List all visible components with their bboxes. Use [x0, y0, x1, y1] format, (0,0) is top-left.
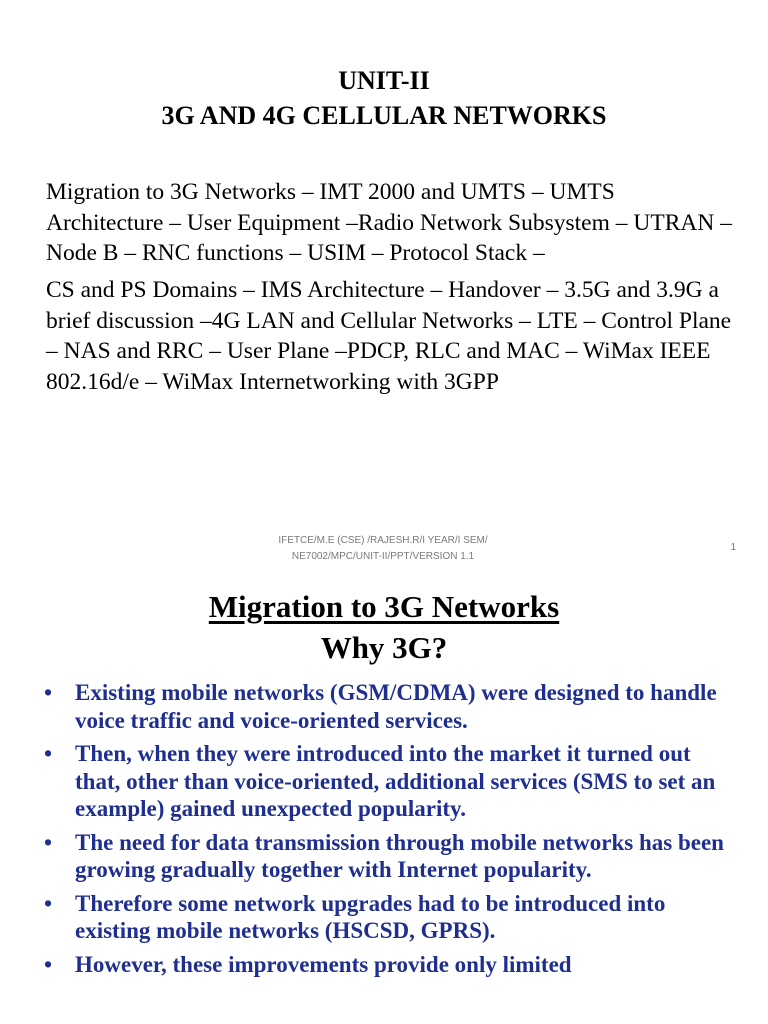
bullet-text: Therefore some network upgrades had to be introduced into existing mobile networks (HSCSD, GPRS). — [75, 890, 666, 943]
slide-2-subtitle: Why 3G? — [320, 630, 448, 665]
bullet-list — [0, 679, 768, 984]
bullet-text: However, these improvements provide only limited — [75, 951, 572, 977]
bullet-item — [0, 829, 768, 884]
footer-line-2: NE7002/MPC/UNIT-II/PPT/VERSION 1.1 — [291, 551, 475, 562]
bullet-item — [0, 951, 768, 979]
slide-1-title: UNIT-II — [338, 66, 430, 95]
bullet-icon: • — [44, 951, 53, 977]
bullet-icon: • — [44, 680, 53, 705]
page-number: 1 — [730, 542, 736, 553]
slide-footer — [230, 533, 536, 565]
bullet-item — [0, 740, 768, 823]
bullet-item — [0, 890, 768, 945]
footer-line-1: IFETCE/M.E (CSE) /RAJESH.R/I YEAR/I SEM/ — [278, 535, 488, 546]
bullet-icon: • — [44, 829, 53, 855]
bullet-text: Then, when they were introduced into the market it turned out that, other than voice-oriented, additional services (SMS to set an example) gained unexpected popularity. — [75, 741, 716, 821]
slide-2-title: Migration to 3G Networks — [208, 589, 560, 624]
slide-1-subtitle: 3G AND 4G CELLULAR NETWORKS — [161, 101, 607, 130]
bullet-item — [0, 679, 768, 734]
bullet-icon: • — [44, 890, 53, 916]
slide-2 — [0, 574, 768, 1024]
bullet-text: The need for data transmission through mobile networks has been growing gradually together with Internet popularity. — [75, 829, 724, 882]
syllabus-text-part-2: CS and PS Domains – IMS Architecture – Handover – 3.5G and 3.9G a brief discussion –4G LAN and Cellular Networks – LTE – Control Plane – NAS and RRC – User Plane –PDCP, RLC and MAC – WiMax IEEE 802.16d/e – WiMax Internetworking with 3GPP — [46, 277, 732, 395]
bullet-icon: • — [44, 741, 53, 766]
syllabus-text-part-1: Migration to 3G Networks – IMT 2000 and UMTS – UMTS Architecture – User Equipment –Radio Network Subsystem – UTRAN – Node B – RNC functions – USIM – Protocol Stack – — [46, 179, 732, 266]
bullet-text: Existing mobile networks (GSM/CDMA) were designed to handle voice traffic and voice-oriented services. — [75, 680, 717, 733]
